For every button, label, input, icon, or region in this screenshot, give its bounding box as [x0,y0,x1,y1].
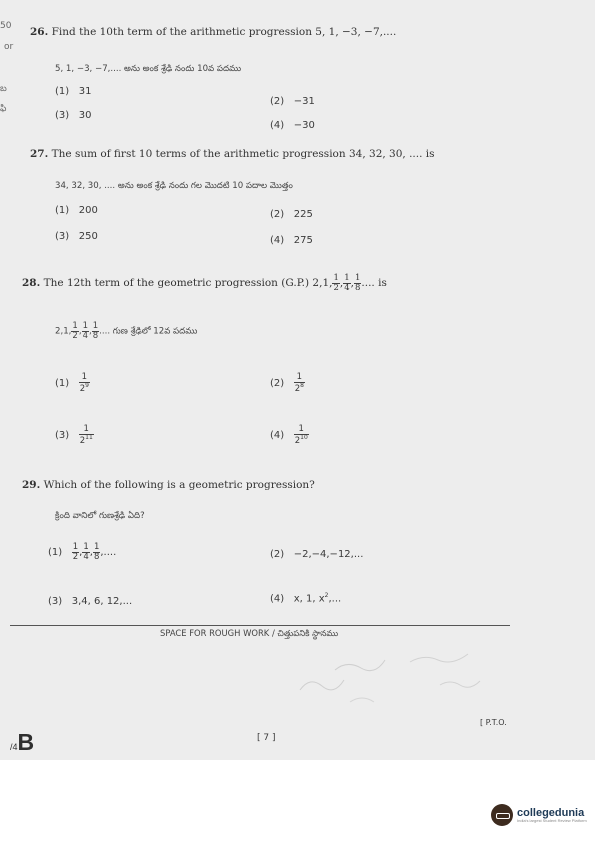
question-text-en: Which of the following is a geometric progression? [43,479,315,491]
question-text-te: క్రింది వానిలో గుణశ్రేఢి ఏది? [55,511,145,521]
rough-scribbles [290,640,500,715]
question-text-en: The sum of first 10 terms of the arithmetic progression 34, 32, 30, .... is [51,148,435,160]
option-1: (1) 31 [55,86,92,97]
question-number: 27. [30,148,49,160]
question-text-en: The 12th term of the geometric progression (G.P.) 2,1, [43,277,333,289]
option-4: (4) $\frac{1}{2^{10}}$ [270,424,308,446]
rough-work-divider [10,625,510,626]
edge-text: 50 [0,21,12,31]
option-1: (1) $\frac{1}{2}$ , $\frac{1}{4}$ , $\frac{1}{8}$ ,.... [48,542,117,562]
option-1: (1) $\frac{1}{2^9}$ [55,372,89,394]
seq-fraction: $\frac{1}{4}$ [82,321,88,341]
question-text-te: 34, 32, 30, .... అను అంక శ్రేఢి నందు గల మొదటి 10 పదాల మొత్తం [55,181,293,191]
pto-label: [ P.T.O. [480,718,507,727]
question-number: 28. [22,277,41,289]
brand-logo-icon [491,804,513,826]
option-1: (1) 200 [55,205,98,216]
edge-text: ఫి [0,104,7,114]
option-2: (2) −2,−4,−12,... [270,549,364,560]
booklet-code: /4B [10,729,35,755]
question-text-te: 2,1, $\frac{1}{2}$ , $\frac{1}{4}$ , $\frac{1}{8}$ .... గుణ శ్రేఢిలో 12వ పదము [55,321,198,341]
question-number: 29. [22,479,41,491]
option-2: (2) −31 [270,96,315,107]
question-27 [30,148,435,160]
question-text-te: 5, 1, −3, −7,.... అను అంక శ్రేఢి నందు 10వ పదము [55,64,242,74]
option-3: (3) 3,4, 6, 12,... [48,596,133,607]
option-4: (4) x, 1, $x^2$,... [270,592,342,605]
option-4: (4) −30 [270,120,315,131]
option-4: (4) 275 [270,235,313,246]
option-2: (2) 225 [270,209,313,220]
seq-fraction: $\frac{1}{8}$ [92,321,99,341]
seq-fraction: $\frac{1}{2}$ [333,273,339,293]
page-number: [ 7 ] [257,733,276,743]
seq-fraction: $\frac{1}{8}$ [355,273,361,293]
option-3: (3) $\frac{1}{2^{11}}$ [55,424,93,446]
rough-work-label: SPACE FOR ROUGH WORK / చిత్తుపనికి స్థానము [160,628,339,638]
question-28: 28. The 12th term of the geometric progression (G.P.) 2,1, $\frac{1}{2}$ , $\frac{1}{4}$ , $\frac{1}{8}$ .... is [22,273,387,293]
option-3: (3) 30 [55,110,92,121]
seq-fraction: $\frac{1}{2}$ [72,321,78,341]
question-text-en: Find the 10th term of the arithmetic progression 5, 1, −3, −7,.... [51,26,397,38]
question-26 [30,26,396,38]
question-number: 26. [30,26,49,38]
brand-tagline: India's largest Student Review Platform [517,817,587,823]
edge-text: బ [0,84,7,94]
question-29 [22,479,315,491]
option-2: (2) $\frac{1}{2^8}$ [270,372,304,394]
seq-fraction: $\frac{1}{4}$ [344,273,350,293]
option-3: (3) 250 [55,231,98,242]
brand-watermark [491,804,587,826]
edge-text: or [4,42,14,52]
brand-name: collegedunia [517,806,585,819]
